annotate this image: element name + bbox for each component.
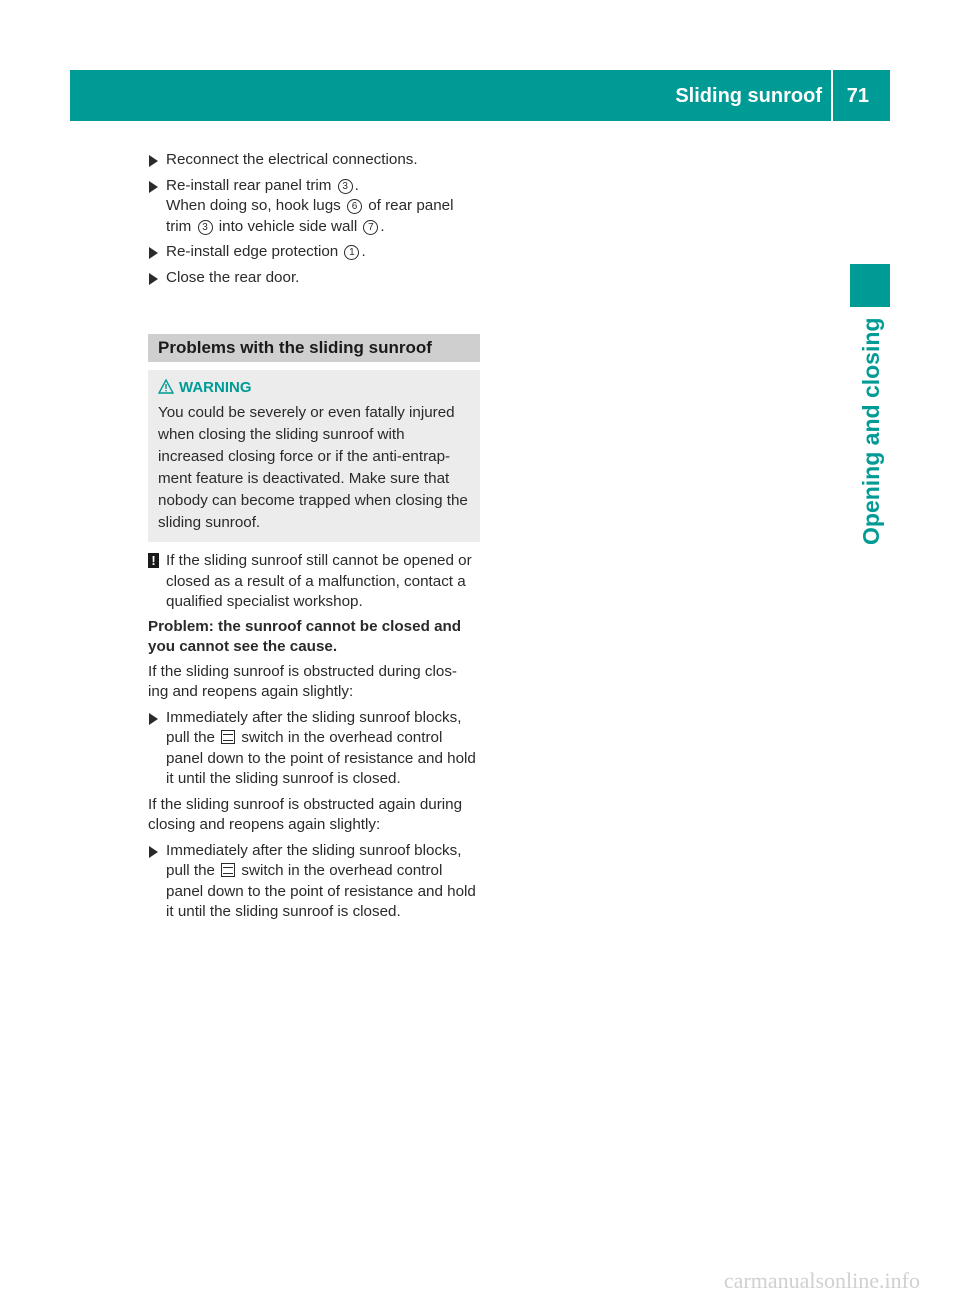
step-text: into vehicle side wall — [214, 217, 362, 235]
step-text: Re-install rear panel trim — [166, 176, 336, 194]
problem-heading: Problem: the sunroof cannot be closed and you cannot see the cause. — [148, 617, 462, 655]
paragraph: If the sliding sunroof is obstructed during clos- ing and reopens again slightly: — [148, 662, 457, 700]
page-number: 71 — [846, 85, 869, 107]
content-column — [148, 150, 480, 928]
step-text: . — [380, 217, 385, 235]
warning-label: WARNING — [179, 379, 252, 396]
step-text: of rear panel — [364, 197, 454, 214]
step-text: Close the rear door. — [166, 268, 300, 286]
callout-number-icon: 1 — [344, 245, 359, 260]
callout-number-icon: 3 — [338, 179, 353, 194]
step-text: switch in the overhead control panel down to the point of resistance and hold it until the sliding sunroof is closed. — [166, 729, 476, 787]
callout-number-icon: 7 — [363, 220, 378, 235]
exclamation-icon: ! — [148, 553, 159, 568]
step-text: trim — [166, 217, 196, 235]
step-arrow-icon — [149, 273, 158, 285]
step-item — [148, 841, 480, 923]
step-text: Re-install edge protection — [166, 243, 343, 260]
header-bar — [70, 70, 890, 121]
step-text: . — [354, 176, 359, 194]
chapter-label: Opening and closing — [858, 317, 884, 545]
step-item — [148, 150, 480, 171]
note-item — [148, 551, 480, 613]
step-arrow-icon — [149, 846, 158, 858]
step-item — [148, 268, 480, 289]
header-divider — [831, 70, 833, 121]
warning-box — [148, 370, 480, 542]
step-text: switch in the overhead control panel down to the point of resistance and hold it until the sliding sunroof is closed. — [166, 862, 476, 920]
warning-heading — [158, 378, 474, 398]
sunroof-switch-icon — [221, 730, 235, 744]
warning-triangle-icon — [158, 379, 174, 394]
step-arrow-icon — [149, 181, 158, 193]
callout-number-icon: 3 — [198, 220, 213, 235]
step-arrow-icon — [149, 247, 158, 259]
section-title: Problems with the sliding sunroof — [148, 334, 480, 362]
step-arrow-icon — [149, 155, 158, 167]
sunroof-switch-icon — [221, 863, 235, 877]
step-item — [148, 242, 480, 263]
step-item — [148, 176, 480, 238]
step-text: Reconnect the electrical connections. — [166, 151, 418, 168]
step-text: Immediately after the sliding sunroof blocks, pull the — [166, 708, 462, 746]
callout-number-icon: 6 — [347, 199, 362, 214]
paragraph: If the sliding sunroof is obstructed again during closing and reopens again slightly: — [148, 795, 463, 833]
note-text: If the sliding sunroof still cannot be opened or closed as a result of a malfunction, contact a qualified specialist workshop. — [166, 552, 472, 610]
step-text: . — [361, 243, 366, 260]
watermark: carmanualsonline.info — [723, 1268, 920, 1293]
header-title: Sliding sunroof — [675, 85, 822, 107]
step-text: Immediately after the sliding sunroof blocks, pull the — [166, 841, 462, 879]
step-arrow-icon — [149, 713, 158, 725]
step-item — [148, 708, 480, 790]
step-text: When doing so, hook lugs — [166, 197, 345, 214]
warning-text: You could be severely or even fatally injured when closing the sliding sunroof with increased closing force or if the anti-entrap- ment feature is deactivated. Make sure that nobody can become trapped when closing the sliding sunroof. — [158, 404, 468, 531]
